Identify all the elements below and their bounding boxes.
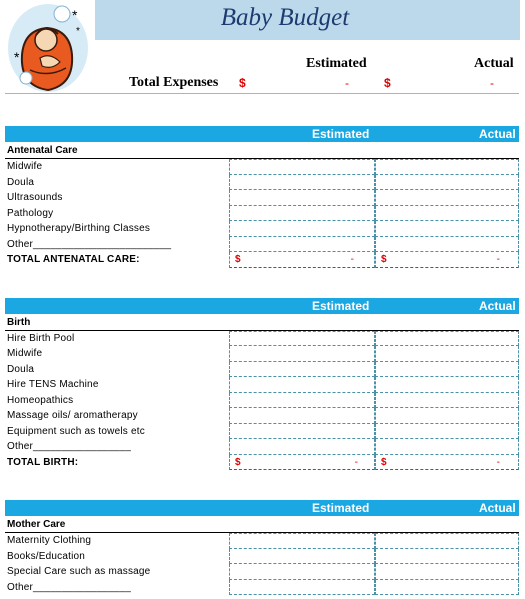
estimated-total-cell[interactable]	[229, 252, 375, 268]
currency-symbol: $	[381, 254, 387, 265]
actual-cell[interactable]	[375, 175, 519, 191]
item-label: Doula	[7, 363, 35, 375]
item-label: Doula	[7, 176, 35, 188]
list-item	[5, 564, 519, 580]
actual-cell[interactable]	[375, 190, 519, 206]
estimated-cell[interactable]	[229, 580, 375, 596]
mother-care-section-title	[5, 517, 519, 533]
birth-estimated-label: Estimated	[312, 299, 370, 313]
actual-cell[interactable]	[375, 377, 519, 393]
header-rule	[5, 93, 519, 94]
estimated-total-value: -	[354, 456, 358, 468]
estimated-total-cell[interactable]	[229, 455, 375, 471]
item-label: Books/Education	[7, 550, 86, 562]
item-label: Maternity Clothing	[7, 535, 92, 546]
total-label: TOTAL BIRTH:	[7, 456, 79, 468]
total-label: TOTAL ANTENATAL CARE:	[7, 254, 140, 265]
list-item	[5, 175, 519, 191]
item-label: Hypnotherapy/Birthing Classes	[7, 223, 151, 234]
birth-title-text: Birth	[7, 317, 31, 328]
actual-cell[interactable]	[375, 331, 519, 347]
estimated-cell[interactable]	[229, 393, 375, 409]
birth-actual-label: Actual	[479, 299, 516, 313]
list-item	[5, 237, 519, 253]
list-item	[5, 221, 519, 237]
actual-cell[interactable]	[375, 237, 519, 253]
list-item	[5, 377, 519, 393]
birth-total-row	[5, 455, 519, 471]
list-item	[5, 393, 519, 409]
total-estimated-currency: $	[239, 76, 246, 90]
svg-text:*: *	[76, 26, 80, 37]
estimated-cell[interactable]	[229, 206, 375, 222]
mother-care-estimated-label: Estimated	[312, 501, 370, 515]
item-label: Ultrasounds	[7, 192, 63, 203]
antenatal-total-row	[5, 252, 519, 268]
mother-care-header-bar	[5, 500, 519, 516]
item-label: Hire TENS Machine	[7, 379, 99, 390]
svg-text:*: *	[72, 7, 78, 23]
item-label: Hire Birth Pool	[7, 332, 75, 344]
estimated-cell[interactable]	[229, 221, 375, 237]
actual-cell[interactable]	[375, 424, 519, 440]
actual-cell[interactable]	[375, 564, 519, 580]
header-estimated-label: Estimated	[306, 56, 367, 71]
estimated-cell[interactable]	[229, 533, 375, 549]
item-label: Pathology	[7, 207, 54, 219]
svg-text:*: *	[14, 49, 20, 65]
estimated-cell[interactable]	[229, 564, 375, 580]
list-item	[5, 533, 519, 549]
list-item	[5, 190, 519, 206]
item-label: Other_________________	[7, 581, 131, 593]
mother-care-title-text: Mother Care	[7, 519, 66, 530]
list-item	[5, 159, 519, 175]
item-label: Homeopathics	[7, 394, 74, 406]
estimated-cell[interactable]	[229, 439, 375, 455]
total-estimated-value: -	[345, 76, 349, 90]
list-item	[5, 549, 519, 565]
item-label: Massage oils/ aromatherapy	[7, 410, 138, 421]
antenatal-title-text: Antenatal Care	[7, 145, 78, 156]
item-label: Equipment such as towels etc	[7, 425, 145, 437]
actual-cell[interactable]	[375, 533, 519, 549]
actual-cell[interactable]	[375, 393, 519, 409]
mother-care-actual-label: Actual	[479, 501, 516, 515]
currency-symbol: $	[235, 254, 241, 265]
total-actual-currency: $	[384, 76, 391, 90]
actual-total-value: -	[496, 456, 500, 468]
currency-symbol: $	[235, 456, 241, 468]
actual-cell[interactable]	[375, 159, 519, 175]
actual-cell[interactable]	[375, 439, 519, 455]
estimated-cell[interactable]	[229, 549, 375, 565]
estimated-cell[interactable]	[229, 408, 375, 424]
item-label: Other________________________	[7, 238, 172, 250]
total-actual-value: -	[490, 76, 494, 90]
estimated-cell[interactable]	[229, 237, 375, 253]
actual-cell[interactable]	[375, 362, 519, 378]
actual-cell[interactable]	[375, 346, 519, 362]
actual-cell[interactable]	[375, 221, 519, 237]
actual-total-value: -	[496, 254, 500, 265]
list-item	[5, 424, 519, 440]
list-item	[5, 346, 519, 362]
antenatal-header-bar	[5, 126, 519, 142]
item-label: Special Care such as massage	[7, 566, 151, 577]
estimated-cell[interactable]	[229, 175, 375, 191]
birth-section-title	[5, 315, 519, 331]
header-actual-label: Actual	[474, 56, 514, 71]
actual-total-cell[interactable]	[375, 455, 519, 471]
total-expenses-label: Total Expenses	[129, 75, 219, 90]
estimated-cell[interactable]	[229, 377, 375, 393]
actual-cell[interactable]	[375, 549, 519, 565]
estimated-total-value: -	[350, 254, 354, 265]
item-label: Midwife	[7, 161, 43, 172]
actual-cell[interactable]	[375, 206, 519, 222]
birth-header-bar	[5, 298, 519, 314]
actual-total-cell[interactable]	[375, 252, 519, 268]
estimated-cell[interactable]	[229, 362, 375, 378]
actual-cell[interactable]	[375, 580, 519, 596]
baby-clipart-icon	[2, 0, 94, 98]
list-item	[5, 362, 519, 378]
list-item	[5, 331, 519, 347]
item-label: Midwife	[7, 348, 43, 359]
estimated-cell[interactable]	[229, 159, 375, 175]
list-item	[5, 580, 519, 596]
antenatal-section-title	[5, 143, 519, 159]
list-item	[5, 408, 519, 424]
currency-symbol: $	[381, 456, 387, 468]
item-label: Other_________________	[7, 441, 131, 452]
estimated-cell[interactable]	[229, 424, 375, 440]
list-item	[5, 206, 519, 222]
estimated-cell[interactable]	[229, 331, 375, 347]
antenatal-actual-label: Actual	[479, 127, 516, 141]
page-title: Baby Budget	[220, 4, 350, 31]
list-item	[5, 439, 519, 455]
antenatal-estimated-label: Estimated	[312, 127, 370, 141]
estimated-cell[interactable]	[229, 346, 375, 362]
actual-cell[interactable]	[375, 408, 519, 424]
estimated-cell[interactable]	[229, 190, 375, 206]
